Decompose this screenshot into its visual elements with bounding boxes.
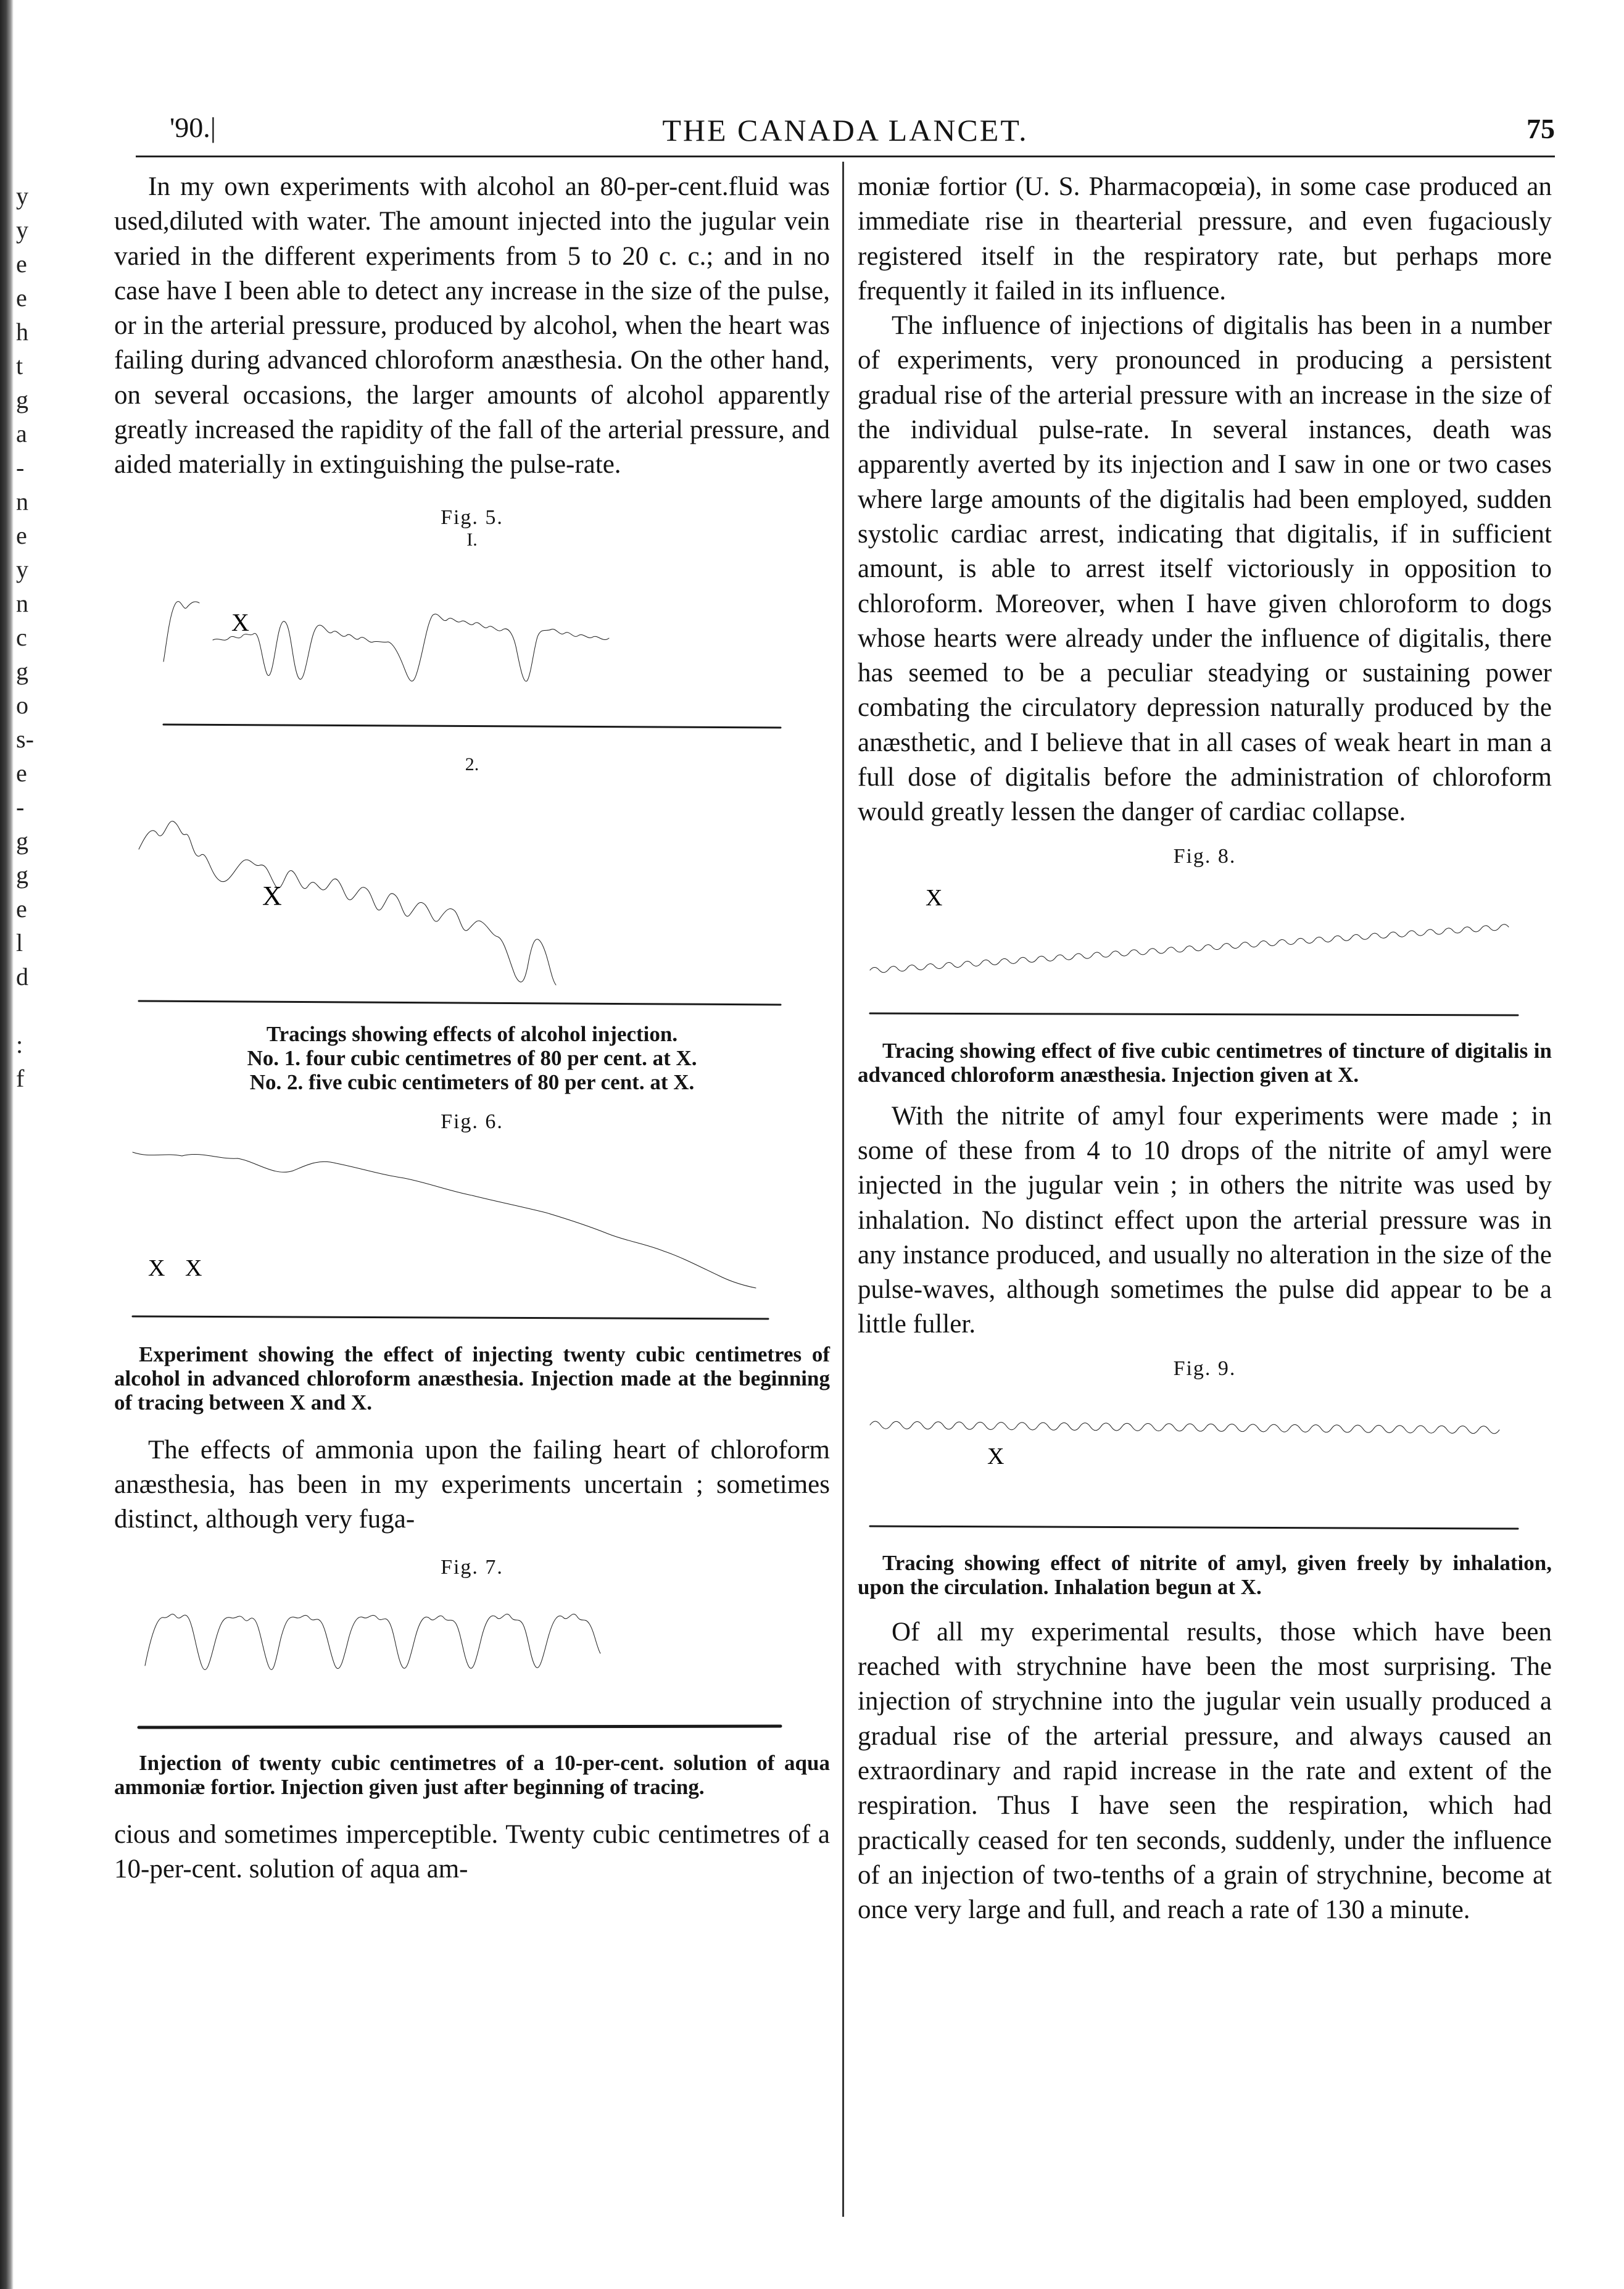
- figure-9-marker: X: [987, 1443, 1005, 1469]
- margin-letter: g: [16, 657, 28, 685]
- margin-letter: a: [16, 420, 27, 447]
- margin-letter: [16, 994, 41, 1028]
- figure-9-label: Fig. 9.: [1173, 1356, 1237, 1380]
- figure-6-tracing: [114, 1134, 830, 1331]
- paragraph-strychnine: Of all my experimental results, those which have been reached with strychnine have been the most surprising. The injection of strychnine into the jugular vein usually produced a gradual rise of the arterial pressure, and always caused an extraordinary and rapid increase in the rate and extent of the respiration. Thus I have seen the respiration, which had practically ceased for ten seconds, suddenly, under the influence of an injection of two-tenths of a grain of strychnine, become at once very large and full, and reach a rate of 130 a minute.: [858, 1617, 1552, 1925]
- margin-letter: e: [16, 895, 27, 923]
- margin-letter: n: [16, 488, 28, 515]
- left-column: [114, 170, 830, 1887]
- margin-letter: s-: [16, 725, 34, 753]
- figure-5-caption-line-1: No. 1. four cubic centimetres of 80 per cent. at X.: [247, 1045, 697, 1070]
- page-binding-edge: [0, 0, 14, 2289]
- adjacent-page-margin: [16, 179, 41, 1095]
- paragraph-ammonia: The effects of ammonia upon the failing heart of chloroform anæsthesia, has been in my experiments uncertain ; sometimes distinct, although very fuga-: [114, 1435, 830, 1534]
- figure-6-label: Fig. 6.: [441, 1110, 503, 1133]
- figure-8-tracing: [858, 868, 1552, 1029]
- journal-title: THE CANADA LANCET.: [662, 113, 1029, 147]
- margin-letter: c: [16, 623, 27, 651]
- figure-6-caption: Experiment showing the effect of injecting twenty cubic centimetres of alcohol in advanced chloroform anæsthesia. Injection made at the beginning of tracing between X and X.: [114, 1342, 830, 1415]
- figure-7-tracing: [114, 1579, 830, 1740]
- margin-letter: t: [16, 352, 23, 380]
- paragraph-ammonia-end: moniæ fortior (U. S. Pharmacopœia), in some case produced an immediate rise in thearterial pressure, and even fugaciously registered itself in the respiratory rate, but perhaps more frequently it failed in its influence.: [858, 172, 1552, 305]
- figure-5-label: Fig. 5.: [441, 505, 503, 529]
- figure-9-tracing: [858, 1381, 1552, 1541]
- margin-letter: y: [16, 555, 28, 583]
- figure-6-marker-1: X: [148, 1255, 165, 1281]
- figure-9: [858, 1357, 1552, 1599]
- figure-5-tracing-2-label: 2.: [465, 754, 479, 775]
- margin-letter: g: [16, 386, 28, 413]
- figure-8-label: Fig. 8.: [1173, 844, 1237, 868]
- margin-letter: e: [16, 284, 27, 312]
- margin-letter: o: [16, 691, 28, 719]
- figure-8-marker: X: [926, 884, 943, 911]
- margin-letter: d: [16, 963, 28, 991]
- figure-7-caption: Injection of twenty cubic centimetres of a 10-per-cent. solution of aqua ammoniæ fortior. Injection given just after beginning of tracing.: [114, 1750, 830, 1799]
- figure-5: [114, 506, 830, 1094]
- column-divider: [842, 162, 844, 2217]
- figure-5-caption-line-2: No. 2. five cubic centimeters of 80 per cent. at X.: [249, 1070, 695, 1094]
- figure-5-tracing-1-label: I.: [466, 529, 478, 550]
- margin-letter: f: [16, 1065, 25, 1092]
- margin-letter: -: [16, 454, 25, 481]
- running-header: [136, 111, 1555, 154]
- figure-6: [114, 1110, 830, 1415]
- figure-7: [114, 1556, 830, 1799]
- figure-8: [858, 845, 1552, 1087]
- margin-letter: g: [16, 861, 28, 889]
- margin-letter: e: [16, 250, 27, 278]
- paragraph-ammonia-continued: cious and sometimes imperceptible. Twenty cubic centimetres of a 10-per-cent. solution of aqua am-: [114, 1819, 830, 1884]
- header-page-ref: '90.|: [170, 112, 216, 143]
- figure-6-marker-2: X: [185, 1255, 202, 1281]
- figure-5-tracing-1: [114, 550, 830, 742]
- paragraph-nitrite: With the nitrite of amyl four experiments were made ; in some of these from 4 to 10 drops of the nitrite of amyl were injected in the jugular vein ; in others the nitrite was used by inhalation. No distinct effect upon the arterial pressure was in any instance produced, and usually no alteration in the size of the pulse-waves, although sometimes the pulse did appear to be a little fuller.: [858, 1101, 1552, 1339]
- margin-letter: y: [16, 182, 28, 210]
- page-number: 75: [1527, 113, 1555, 144]
- margin-letter: y: [16, 216, 28, 244]
- figure-9-caption: Tracing showing effect of nitrite of amyl, given freely by inhalation, upon the circulation. Inhalation begun at X.: [858, 1550, 1552, 1599]
- margin-letter: e: [16, 759, 27, 787]
- margin-letter: g: [16, 827, 28, 855]
- paragraph-digitalis: The influence of injections of digitalis has been in a number of experiments, very pronounced in producing a persistent gradual rise of the arterial pressure with an increase in the size of the individual pulse-rate. In several instances, death was apparently averted by its injection and I saw in one or two cases where large amounts of the digitalis had been employed, sudden systolic cardiac arrest, indicating that digitalis, if in sufficient amount, is able to arrest itself victoriously in opposition to chloroform. Moreover, when I have given chloroform to dogs whose hearts were already under the influence of digitalis, there has seemed to be a peculiar steadying or sustaining power combating the circulatory depression naturally produced by the anæsthetic, and I believe that in all cases of weak heart in man a full dose of digitalis before the administration of chloroform would greatly lessen the danger of cardiac collapse.: [858, 311, 1552, 827]
- margin-letter: e: [16, 521, 27, 549]
- margin-letter: h: [16, 318, 28, 346]
- margin-letter: :: [16, 1031, 23, 1058]
- header-rule: [136, 156, 1555, 157]
- margin-letter: l: [16, 929, 23, 957]
- margin-letter: n: [16, 589, 28, 617]
- figure-8-caption: Tracing showing effect of five cubic centimetres of tincture of digitalis in advanced chloroform anæsthesia. Injection given at X.: [858, 1038, 1552, 1087]
- figure-5-marker-1: X: [231, 608, 249, 636]
- margin-letter: -: [16, 793, 25, 821]
- paragraph-alcohol: In my own experiments with alcohol an 80-per-cent.fluid was used,diluted with water. The amount injected into the jugular vein varied in the different experiments from 5 to 20 c. c.; and in no case have I been able to detect any increase in the size of the pulse, or in the arterial pressure, produced by alcohol, when the heart was failing during advanced chloroform anæsthesia. On the other hand, on several occasions, the larger amounts of alcohol apparently greatly increased the rapidity of the fall of the arterial pressure, and aided materially in extinguishing the pulse-rate.: [114, 172, 830, 480]
- figure-7-label: Fig. 7.: [441, 1555, 503, 1579]
- figure-5-tracing-2: [114, 775, 830, 1010]
- figure-5-caption-title: Tracings showing effects of alcohol injection.: [266, 1021, 678, 1046]
- figure-5-marker-2: X: [262, 880, 282, 911]
- right-column: [858, 170, 1552, 1927]
